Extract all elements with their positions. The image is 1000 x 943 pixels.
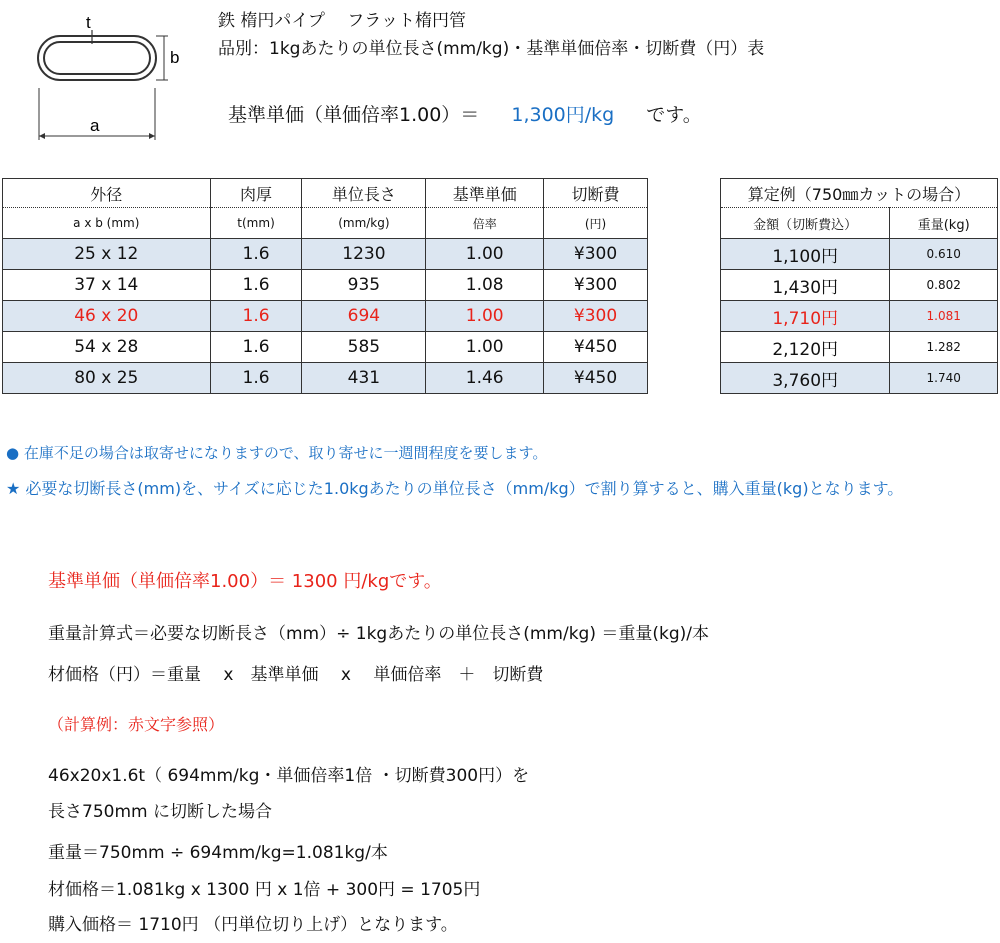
col-header-unit-length: 単位長さ bbox=[302, 179, 426, 208]
cell: 1.46 bbox=[426, 363, 544, 394]
calc-example-header-row bbox=[721, 208, 998, 239]
calc-example-line1: 46x20x1.6t（ 694mm/kg・単価倍率1倍 ・切断費300円）を bbox=[48, 766, 530, 786]
cell: ¥450 bbox=[544, 332, 648, 363]
cell: 1.00 bbox=[426, 301, 544, 332]
calc-example-line3: 重量＝750mm ÷ 694mm/kg=1.081kg/本 bbox=[48, 843, 388, 863]
table-row bbox=[3, 363, 648, 394]
base-price-line bbox=[228, 100, 702, 127]
label-a: a bbox=[90, 116, 100, 135]
table-row bbox=[3, 239, 648, 270]
table-row bbox=[721, 239, 998, 270]
calc-example-title: 算定例（750㎜カットの場合） bbox=[721, 179, 998, 208]
cell: 1.08 bbox=[426, 270, 544, 301]
stock-note: ● 在庫不足の場合は取寄せになりますので、取り寄せに一週間程度を要します。 bbox=[6, 444, 548, 462]
cell: 1,100円 bbox=[721, 239, 890, 270]
col-header-rate: 基準単価 bbox=[426, 179, 544, 208]
cell: ¥450 bbox=[544, 363, 648, 394]
label-t: t bbox=[86, 13, 91, 32]
calc-weight-formula: 重量計算式＝必要な切断長さ（mm）÷ 1kgあたりの単位長さ(mm/kg) ＝重量(kg)/本 bbox=[48, 624, 709, 644]
cell: 25 x 12 bbox=[3, 239, 211, 270]
table-row-highlighted bbox=[721, 301, 998, 332]
cell: 935 bbox=[302, 270, 426, 301]
header-subtitle: 品別：1kgあたりの単位長さ(mm/kg)・基準単価倍率・切断費（円）表 bbox=[218, 39, 765, 59]
cell: 3,760円 bbox=[721, 363, 890, 394]
pipe-cross-section-diagram bbox=[30, 8, 200, 143]
cell: 0.610 bbox=[890, 239, 998, 270]
spec-table bbox=[2, 178, 648, 394]
col-header-amount: 金額（切断費込） bbox=[721, 208, 890, 239]
unit-cut-fee: (円) bbox=[544, 208, 648, 239]
table-row bbox=[721, 363, 998, 394]
spec-table-header-row bbox=[3, 179, 648, 208]
cell: 2,120円 bbox=[721, 332, 890, 363]
cell: 1230 bbox=[302, 239, 426, 270]
calc-example-line5: 購入価格＝ 1710円 （円単位切り上げ）となります。 bbox=[48, 915, 458, 935]
star-note: ★ 必要な切断長さ(mm)を、サイズに応じた1.0kgあたりの単位長さ（mm/kg）で割り算すると、購入重量(kg)となります。 bbox=[6, 479, 904, 498]
cell: 46 x 20 bbox=[3, 301, 211, 332]
col-header-outer: 外径 bbox=[3, 179, 211, 208]
unit-thickness: t(mm) bbox=[210, 208, 302, 239]
cell: 1.6 bbox=[210, 363, 302, 394]
oval-pipe-icon bbox=[30, 8, 200, 143]
cell: ¥300 bbox=[544, 270, 648, 301]
calc-example-table bbox=[720, 178, 998, 394]
table-row-highlighted bbox=[3, 301, 648, 332]
calc-base-price: 基準単価（単価倍率1.00）＝ 1300 円/kgです。 bbox=[48, 571, 442, 592]
spec-table-unit-row bbox=[3, 208, 648, 239]
unit-outer: a x b (mm) bbox=[3, 208, 211, 239]
col-header-thickness: 肉厚 bbox=[210, 179, 302, 208]
cell: 0.802 bbox=[890, 270, 998, 301]
label-b: b bbox=[170, 48, 180, 67]
cell: 1,710円 bbox=[721, 301, 890, 332]
cell: 1.740 bbox=[890, 363, 998, 394]
cell: 1.282 bbox=[890, 332, 998, 363]
cell: 585 bbox=[302, 332, 426, 363]
cell: 1.00 bbox=[426, 239, 544, 270]
unit-length: (mm/kg) bbox=[302, 208, 426, 239]
cell: 1.6 bbox=[210, 270, 302, 301]
cell: 1.6 bbox=[210, 239, 302, 270]
cell: 54 x 28 bbox=[3, 332, 211, 363]
cell: 80 x 25 bbox=[3, 363, 211, 394]
unit-rate: 倍率 bbox=[426, 208, 544, 239]
cell: ¥300 bbox=[544, 239, 648, 270]
cell: 694 bbox=[302, 301, 426, 332]
header-title: 鉄 楕円パイプ フラット楕円管 bbox=[218, 11, 466, 31]
cell: 1.00 bbox=[426, 332, 544, 363]
table-row bbox=[3, 270, 648, 301]
cell: ¥300 bbox=[544, 301, 648, 332]
table-row bbox=[721, 270, 998, 301]
col-header-weight: 重量(kg) bbox=[890, 208, 998, 239]
cell: 1,430円 bbox=[721, 270, 890, 301]
cell: 1.6 bbox=[210, 332, 302, 363]
cell: 1.6 bbox=[210, 301, 302, 332]
base-price-suffix: です。 bbox=[646, 104, 702, 126]
calc-example-label: （計算例：赤文字参照） bbox=[48, 715, 225, 734]
calc-material-formula: 材価格（円）＝重量 x 基準単価 x 単価倍率 ＋ 切断費 bbox=[48, 665, 544, 685]
calc-example-line2: 長さ750mm に切断した場合 bbox=[48, 802, 272, 822]
base-price-value: 1,300円/kg bbox=[511, 104, 615, 126]
calc-example-title-row bbox=[721, 179, 998, 208]
cell: 431 bbox=[302, 363, 426, 394]
table-row bbox=[721, 332, 998, 363]
table-row bbox=[3, 332, 648, 363]
cell: 1.081 bbox=[890, 301, 998, 332]
col-header-cut-fee: 切断費 bbox=[544, 179, 648, 208]
calc-example-line4: 材価格＝1.081kg x 1300 円 x 1倍 + 300円 = 1705円 bbox=[48, 880, 481, 900]
cell: 37 x 14 bbox=[3, 270, 211, 301]
base-price-prefix: 基準単価（単価倍率1.00）＝ bbox=[228, 104, 480, 126]
